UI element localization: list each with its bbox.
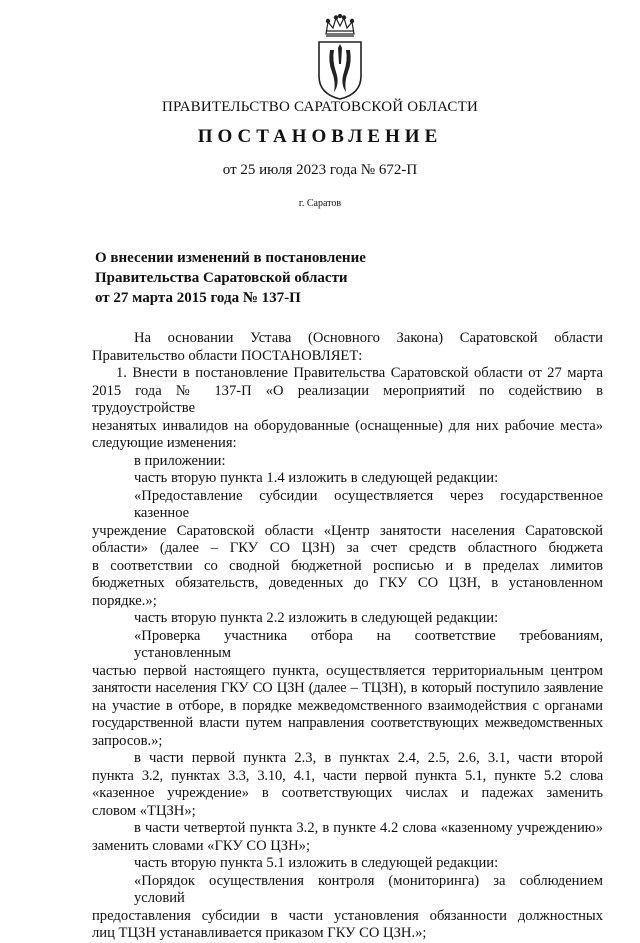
text-line: 1. Внести в постановление Правительства Саратовской области от 27 марта bbox=[116, 365, 603, 381]
text-line: словом «ТЦЗН»; bbox=[92, 802, 196, 819]
document-type: ПОСТАНОВЛЕНИЕ bbox=[197, 126, 443, 147]
text-line: незанятых инвалидов на оборудованные (оснащенные) для них рабочие места» bbox=[92, 417, 603, 434]
organization-title: ПРАВИТЕЛЬСТВО САРАТОВСКОЙ ОБЛАСТИ bbox=[161, 99, 479, 115]
text-line: государственной власти путем направления соответствующих межведомственных bbox=[92, 715, 603, 731]
text-line: «казенное учреждение» в соответствующих числах и падежах заменить bbox=[92, 785, 603, 801]
paragraph-quote bbox=[92, 488, 603, 611]
text-line: часть вторую пункта 5.1 изложить в следующей редакции: bbox=[134, 855, 499, 871]
text-line: в соответствии со сводной бюджетной росписью и в пределах лимитов bbox=[92, 557, 603, 574]
text-line: На основании Устава (Основного Закона) Саратовской области bbox=[134, 330, 603, 346]
coat-of-arms-emblem bbox=[316, 14, 364, 100]
text-line: часть вторую пункта 1.4 изложить в следующей редакции: bbox=[134, 470, 499, 486]
text-line: занятости населения ГКУ СО ЦЗН (далее – ТЦЗН), в который поступило заявление bbox=[92, 680, 603, 696]
text-line: учреждение Саратовской области «Центр занятости населения Саратовской bbox=[92, 522, 603, 539]
text-line: пункта 3.2, пунктах 3.3, 3.10, 4.1, части первой пункта 5.1, пункте 5.2 слова bbox=[92, 767, 603, 784]
paragraph-amendment bbox=[92, 855, 603, 873]
text-line: следующие изменения: bbox=[92, 435, 237, 451]
text-line: лиц ТЦЗН устанавливается приказом ГКУ СО ЦЗН.»; bbox=[92, 925, 427, 941]
text-line: частью первой настоящего пункта, осуществляется территориальным центром bbox=[92, 662, 603, 679]
text-line: области» (далее – ГКУ СО ЦЗН) за счет средств областного бюджета bbox=[92, 540, 603, 556]
document-subject bbox=[95, 248, 515, 308]
subject-line: О внесении изменений в постановление bbox=[95, 250, 366, 266]
text-line: 2015 года № 137-П «О реализации мероприятий по содействию в трудоустройстве bbox=[92, 382, 603, 416]
subject-line: от 27 марта 2015 года № 137-П bbox=[95, 290, 301, 306]
text-line: «Проверка участника отбора на соответствие требованиям, установленным bbox=[134, 627, 603, 661]
text-line: заменить словами «ГКУ СО ЦЗН»; bbox=[92, 837, 311, 854]
paragraph-quote bbox=[92, 873, 603, 943]
date-and-number: от 25 июля 2023 года № 672-П bbox=[222, 162, 418, 178]
text-line: предоставления субсидии в части установления обязанности должностных bbox=[92, 907, 603, 924]
text-line: в части первой пункта 2.3, в пунктах 2.4, 2.5, 2.6, 3.1, части второй bbox=[134, 750, 603, 766]
city-name: г. Саратов bbox=[298, 198, 342, 209]
text-line: бюджетных обязательств, доведенных до ГКУ СО ЦЗН, в установленном bbox=[92, 575, 603, 591]
text-line: «Порядок осуществления контроля (мониторинга) за соблюдением условий bbox=[134, 872, 603, 906]
paragraph-basis bbox=[92, 330, 603, 365]
paragraph-item-1 bbox=[92, 365, 603, 453]
subject-line: Правительства Саратовской области bbox=[95, 270, 348, 286]
text-line: в части четвертой пункта 3.2, в пункте 4.2 слова «казенному учреждению» bbox=[134, 820, 603, 836]
text-line: в приложении: bbox=[134, 452, 226, 469]
paragraph-amendment bbox=[92, 470, 603, 488]
paragraph-amendment bbox=[92, 750, 603, 820]
paragraph-amendment bbox=[92, 610, 603, 628]
text-line: «Предоставление субсидии осуществляется через государственное казенное bbox=[134, 487, 603, 521]
paragraph-quote bbox=[92, 628, 603, 751]
text-line: часть вторую пункта 2.2 изложить в следующей редакции: bbox=[134, 610, 499, 626]
paragraph-appendix bbox=[92, 453, 603, 471]
text-line: запросов.»; bbox=[92, 732, 163, 749]
text-line: порядке.»; bbox=[92, 592, 157, 609]
text-line: на участие в отборе, в порядке межведомственного взаимодействия с органами bbox=[92, 697, 603, 714]
paragraph-amendment bbox=[92, 820, 603, 855]
text-line: Правительство области ПОСТАНОВЛЯЕТ: bbox=[92, 347, 363, 364]
document-body bbox=[92, 330, 603, 943]
